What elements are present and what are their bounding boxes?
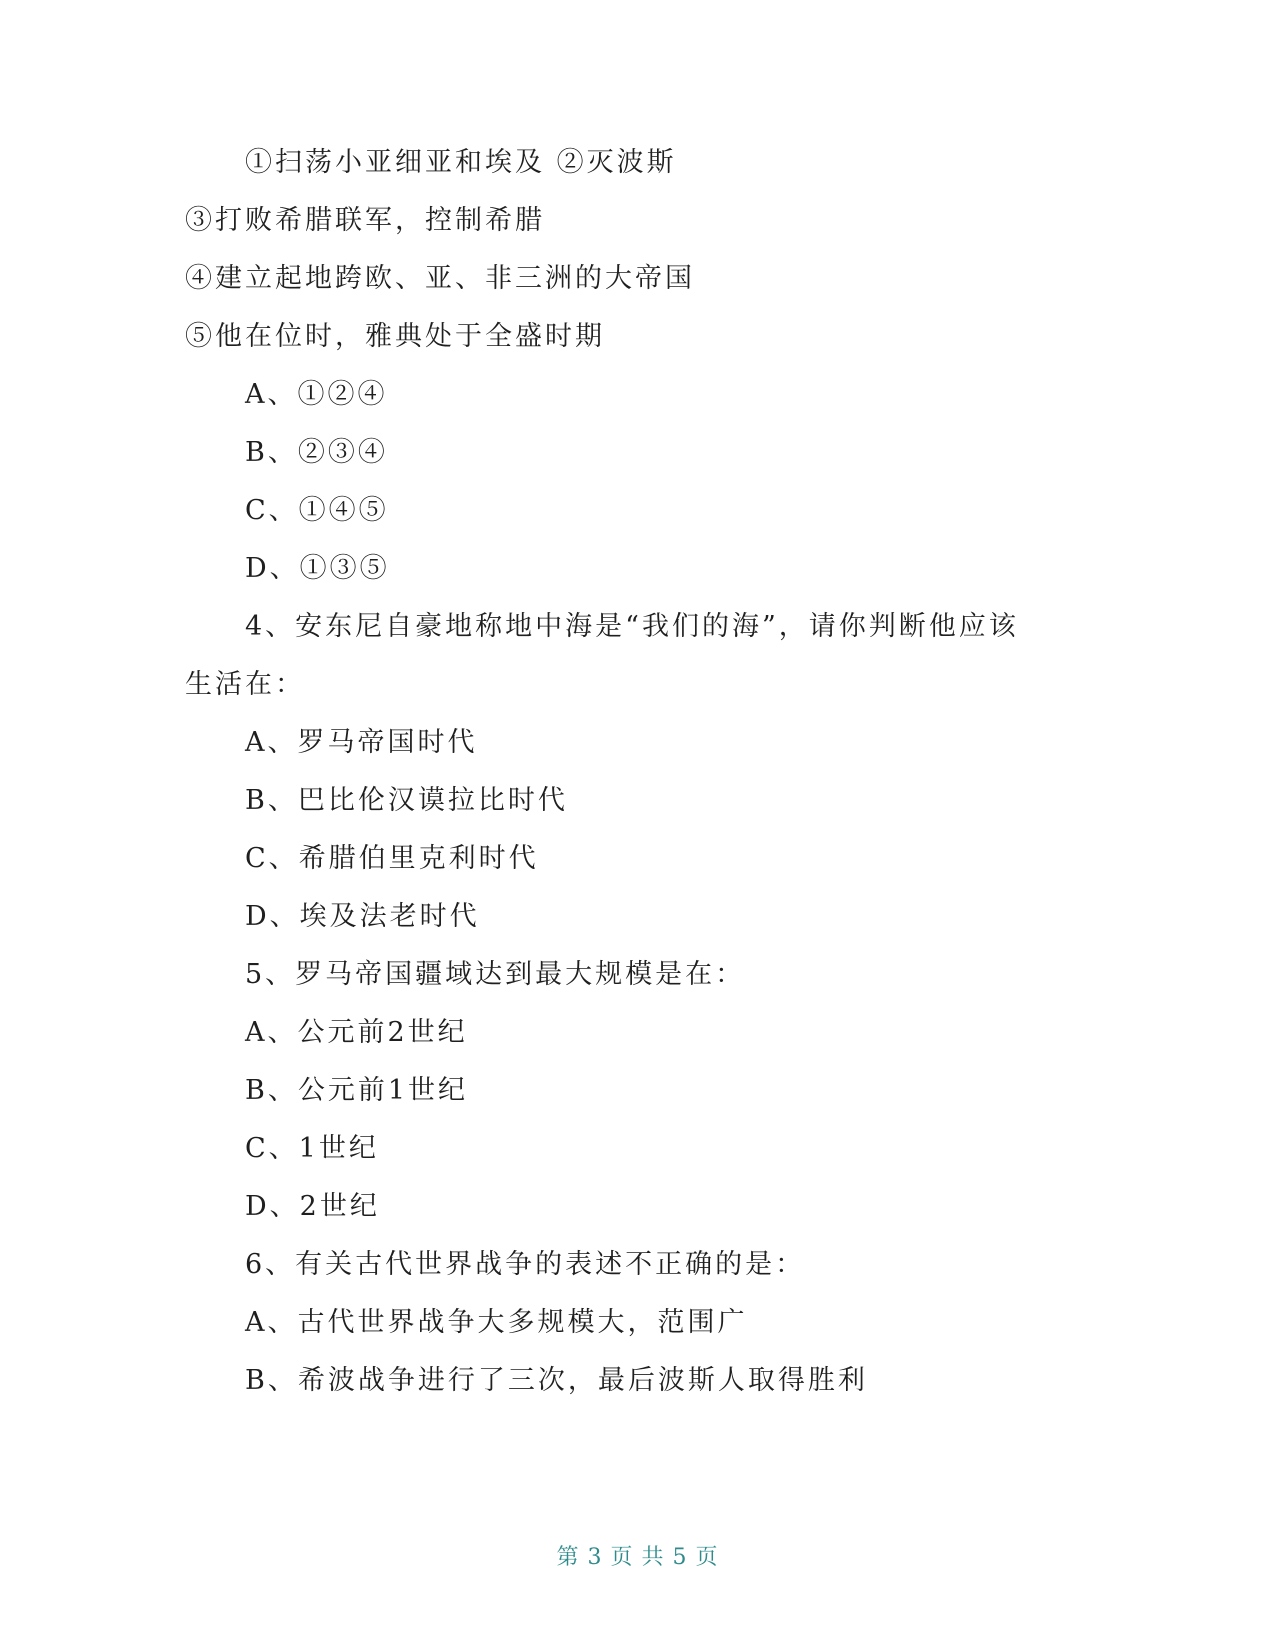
question-5-option-b: B、公元前1世纪 [245,1075,469,1106]
question-6-stem: 6、有关古代世界战争的表述不正确的是： [245,1249,806,1280]
question-3-option-c: C、①④⑤ [245,495,389,526]
question-4-option-d: D、埃及法老时代 [245,901,480,932]
question-3-option-a: A、①②④ [245,379,388,410]
question-4-option-a: A、罗马帝国时代 [245,727,478,758]
question-4-stem-continued: 生活在： [185,669,305,700]
question-4-stem: 4、安东尼自豪地称地中海是“我们的海”，请你判断他应该 [245,611,1019,642]
question-5-stem: 5、罗马帝国疆域达到最大规模是在： [245,959,746,990]
page-footer: 第 3 页 共 5 页 [556,1545,719,1570]
question-6-option-b: B、希波战争进行了三次，最后波斯人取得胜利 [245,1365,868,1396]
question-5-option-a: A、公元前2世纪 [245,1017,468,1048]
question-3-option-b: B、②③④ [245,437,388,468]
question-3-statement-4: ④建立起地跨欧、亚、非三洲的大帝国 [185,263,695,294]
question-3-statement-5: ⑤他在位时，雅典处于全盛时期 [185,321,605,352]
question-4-option-b: B、巴比伦汉谟拉比时代 [245,785,568,816]
question-6-option-a: A、古代世界战争大多规模大，范围广 [245,1307,748,1338]
question-4-option-c: C、希腊伯里克利时代 [245,843,539,874]
question-3-option-d: D、①③⑤ [245,553,390,584]
question-3-statement-1-2: ①扫荡小亚细亚和埃及 ②灭波斯 [245,147,677,178]
question-5-option-c: C、1世纪 [245,1133,379,1164]
question-5-option-d: D、2世纪 [245,1191,380,1222]
question-3-statement-3: ③打败希腊联军，控制希腊 [185,205,545,236]
